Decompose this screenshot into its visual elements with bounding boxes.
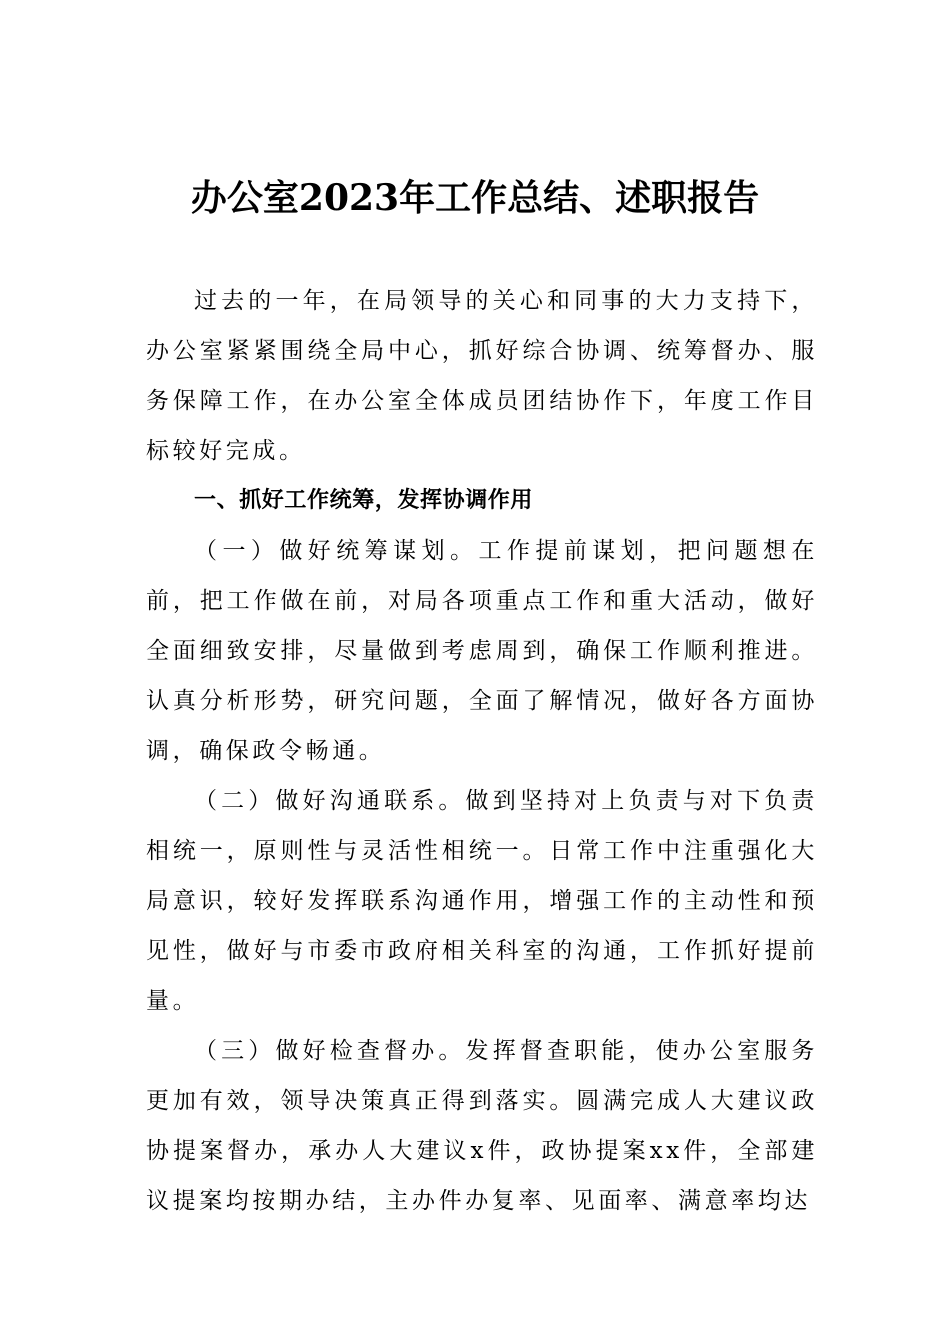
section-item-1: （一）做好统筹谋划。工作提前谋划，把问题想在前，把工作做在前，对局各项重点工作和重大活动，做好全面细致安排，尽量做到考虑周到，确保工作顺利推进。认真分析形势，研究问题，全面了解情况，做好各方面协调，确保政令畅通。: [146, 538, 818, 764]
section-heading-1: 一、抓好工作统筹，发挥协调作用: [194, 488, 534, 513]
intro-paragraph: 过去的一年，在局领导的关心和同事的大力支持下，办公室紧紧围绕全局中心，抓好综合协调、统筹督办、服务保障工作，在办公室全体成员团结协作下，年度工作目标较好完成。: [146, 288, 818, 464]
section-item-2: （二）做好沟通联系。做到坚持对上负责与对下负责相统一，原则性与灵活性相统一。日常工作中注重强化大局意识，较好发挥联系沟通作用，增强工作的主动性和预见性，做好与市委市政府相关科室的沟通，工作抓好提前量。: [146, 788, 818, 1014]
document-title: 办公室2023年工作总结、述职报告: [190, 177, 760, 219]
section-item-3: （三）做好检查督办。发挥督查职能，使办公室服务更加有效，领导决策真正得到落实。圆满完成人大建议政协提案督办，承办人大建议x件，政协提案xx件，全部建议提案均按期办结，主办件办复率、见面率、满意率均达: [146, 1038, 818, 1214]
document-body: [146, 276, 818, 1226]
